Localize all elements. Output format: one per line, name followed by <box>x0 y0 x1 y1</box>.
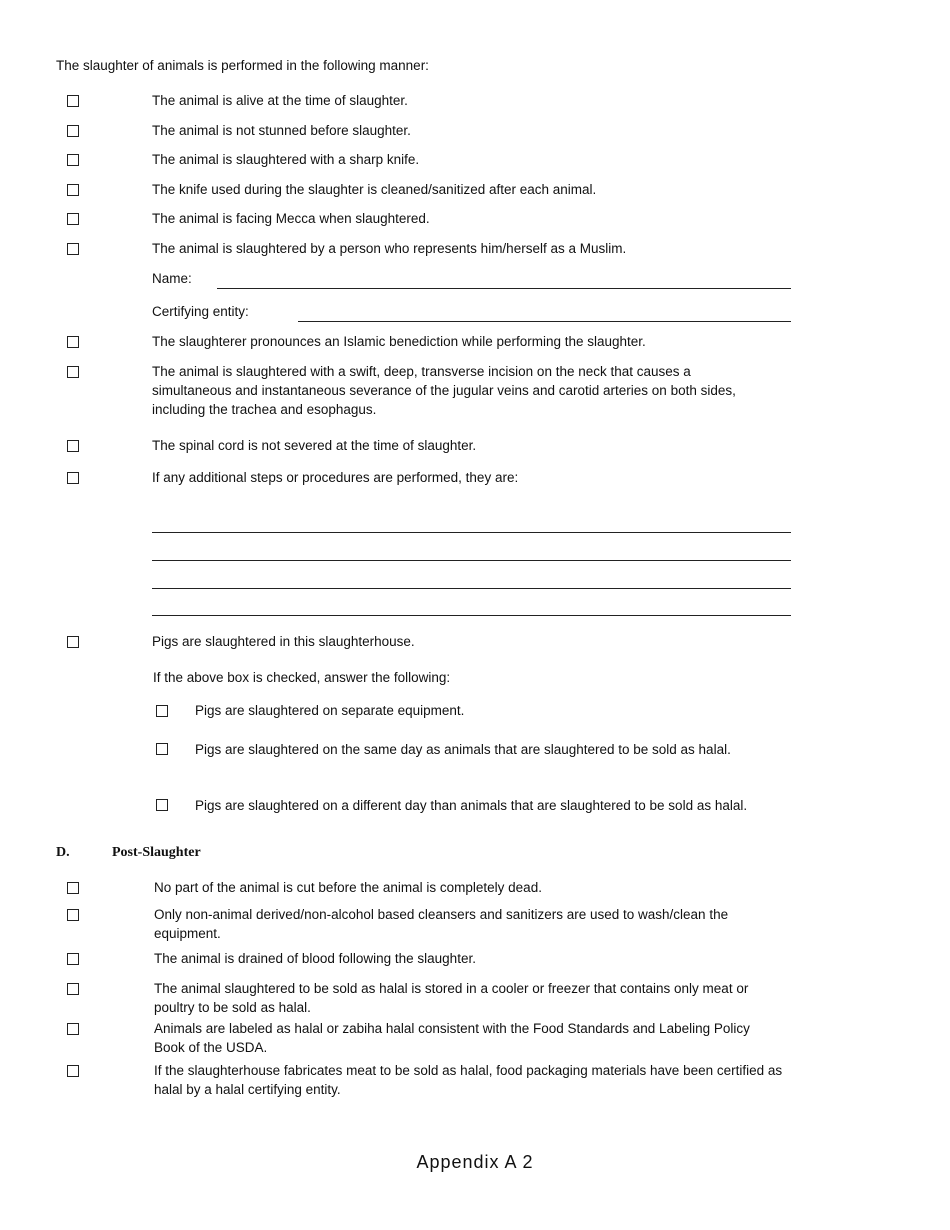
item-non-animal-cleansers: Only non-animal derived/non-alcohol based cleansers and sanitizers are used to wash/clean the equipment. <box>154 907 729 941</box>
item-spinal-cord: The spinal cord is not severed at the time of slaughter. <box>152 438 477 453</box>
checkbox-spinal-cord[interactable] <box>67 440 79 452</box>
checkbox-pigs-slaughtered[interactable] <box>67 636 79 648</box>
additional-steps-line-4[interactable] <box>152 615 791 616</box>
certifying-entity-input-line[interactable] <box>298 321 791 322</box>
item-not-cut-before-dead: No part of the animal is cut before the animal is completely dead. <box>154 880 542 895</box>
item-stored-cooler: The animal slaughtered to be sold as halal is stored in a cooler or freezer that contains only meat or poultry to be sold as halal. <box>154 981 749 1015</box>
checkbox-benediction[interactable] <box>67 336 79 348</box>
checkbox-not-stunned[interactable] <box>67 125 79 137</box>
item-pigs-slaughtered: Pigs are slaughtered in this slaughterhouse. <box>152 634 415 649</box>
item-alive: The animal is alive at the time of slaughter. <box>152 93 408 108</box>
checkbox-pigs-same-day[interactable] <box>156 743 168 755</box>
item-muslim-slaughterer: The animal is slaughtered by a person who represents him/herself as a Muslim. <box>152 241 627 256</box>
pigs-if-checked-text: If the above box is checked, answer the following: <box>153 670 451 685</box>
additional-steps-line-3[interactable] <box>152 588 791 589</box>
checkbox-sharp-knife[interactable] <box>67 154 79 166</box>
certifying-entity-label: Certifying entity: <box>152 304 249 319</box>
checkbox-non-animal-cleansers[interactable] <box>67 909 79 921</box>
checkbox-alive[interactable] <box>67 95 79 107</box>
intro-text: The slaughter of animals is performed in the following manner: <box>56 58 429 73</box>
item-packaging-certified: If the slaughterhouse fabricates meat to be sold as halal, food packaging materials have been certified as halal by a halal certifying entity. <box>154 1063 783 1097</box>
item-drained-of-blood: The animal is drained of blood following the slaughter. <box>154 951 476 966</box>
page-footer: Appendix A 2 <box>416 1152 534 1172</box>
checkbox-not-cut-before-dead[interactable] <box>67 882 79 894</box>
checkbox-drained-of-blood[interactable] <box>67 953 79 965</box>
checkbox-labeled-halal[interactable] <box>67 1023 79 1035</box>
item-not-stunned: The animal is not stunned before slaughter. <box>152 123 411 138</box>
checkbox-facing-mecca[interactable] <box>67 213 79 225</box>
checkbox-pigs-separate-equipment[interactable] <box>156 705 168 717</box>
checkbox-stored-cooler[interactable] <box>67 983 79 995</box>
item-sharp-knife: The animal is slaughtered with a sharp knife. <box>152 152 420 167</box>
checkbox-pigs-different-day[interactable] <box>156 799 168 811</box>
checkbox-muslim-slaughterer[interactable] <box>67 243 79 255</box>
checkbox-packaging-certified[interactable] <box>67 1065 79 1077</box>
name-label: Name: <box>152 271 192 286</box>
checkbox-knife-cleaned[interactable] <box>67 184 79 196</box>
name-input-line[interactable] <box>217 288 791 289</box>
additional-steps-line-1[interactable] <box>152 532 791 533</box>
item-labeled-halal: Animals are labeled as halal or zabiha halal consistent with the Food Standards and Labeling Policy Book of the USDA. <box>154 1021 750 1055</box>
section-d-letter: D. <box>56 845 70 860</box>
item-pigs-different-day: Pigs are slaughtered on a different day than animals that are slaughtered to be sold as halal. <box>195 798 748 813</box>
additional-steps-line-2[interactable] <box>152 560 791 561</box>
item-benediction: The slaughterer pronounces an Islamic benediction while performing the slaughter. <box>152 334 646 349</box>
section-d-title: Post-Slaughter <box>112 845 201 860</box>
item-incision: The animal is slaughtered with a swift, deep, transverse incision on the neck that causes a simultaneous and instantaneous severance of the jugular veins and carotid arteries on both sides, including the trachea and esophagus. <box>152 364 736 417</box>
item-knife-cleaned: The knife used during the slaughter is cleaned/sanitized after each animal. <box>152 182 597 197</box>
item-pigs-same-day: Pigs are slaughtered on the same day as animals that are slaughtered to be sold as halal. <box>195 742 731 757</box>
checkbox-incision[interactable] <box>67 366 79 378</box>
item-pigs-separate-equipment: Pigs are slaughtered on separate equipment. <box>195 703 465 718</box>
checkbox-additional-steps[interactable] <box>67 472 79 484</box>
item-facing-mecca: The animal is facing Mecca when slaughtered. <box>152 211 430 226</box>
item-additional-steps: If any additional steps or procedures are performed, they are: <box>152 470 519 485</box>
